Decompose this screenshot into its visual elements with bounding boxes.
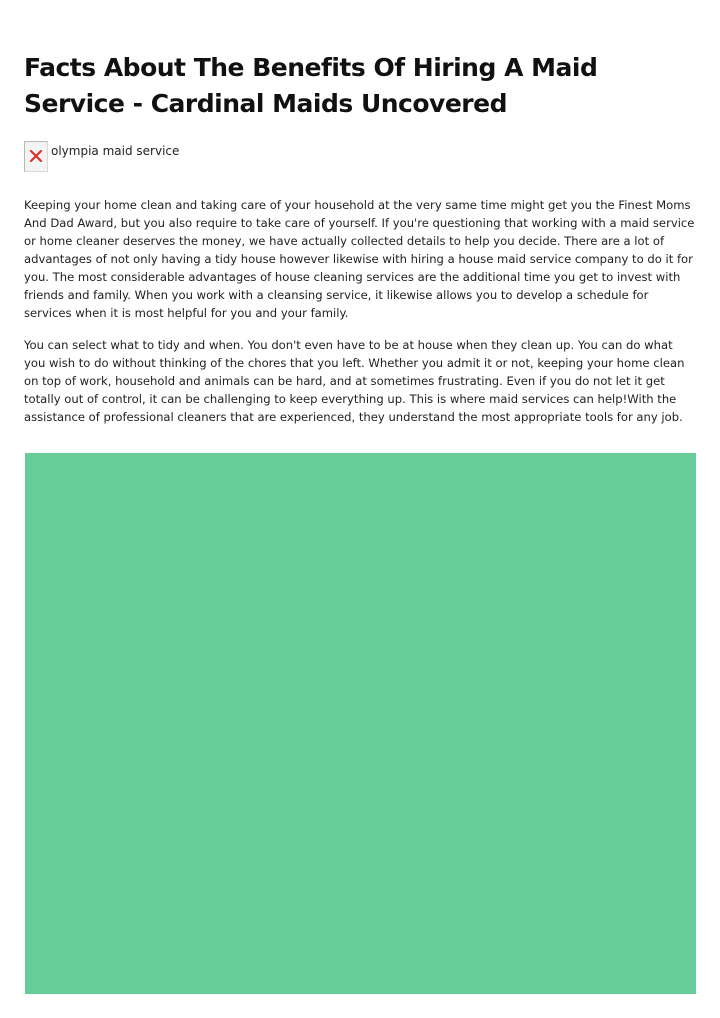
paragraph-2: You can select what to tidy and when. You don't even have to be at house when they clean up. You can do what you wish to do without thinking of the chores that you left. Whether you admit it or not, keeping your home clean on top of work, household and animals can be hard, and at sometimes frustrating. Even if you do not let it get totally out of control, it can be challenging to keep everything up. This is where maid services can help!With the assistance of professional cleaners that are experienced, they understand the most appropriate tools for any job.	[24, 338, 685, 424]
image-alt-text: olympia maid service	[51, 144, 180, 158]
article-image	[24, 141, 696, 175]
placeholder-image-block	[25, 453, 696, 994]
paragraph-1: Keeping your home clean and taking care of your household at the very same time might get you the Finest Moms And Dad Award, but you also require to take care of yourself. If you're questioning that working with a maid service or home cleaner deserves the money, we have actually collected details to help you decide. There are a lot of advantages of not only having a tidy house however likewise with hiring a house maid service company to do it for you. The most considerable advantages of house cleaning services are the additional time you get to invest with friends and family. When you work with a cleansing service, it likewise allows you to develop a schedule for services when it is most helpful for you and your family.	[24, 198, 695, 320]
document-page	[24, 0, 696, 426]
broken-image-icon	[24, 141, 48, 172]
page-title: Facts About The Benefits Of Hiring A Maid Service - Cardinal Maids Uncovered	[24, 53, 598, 118]
